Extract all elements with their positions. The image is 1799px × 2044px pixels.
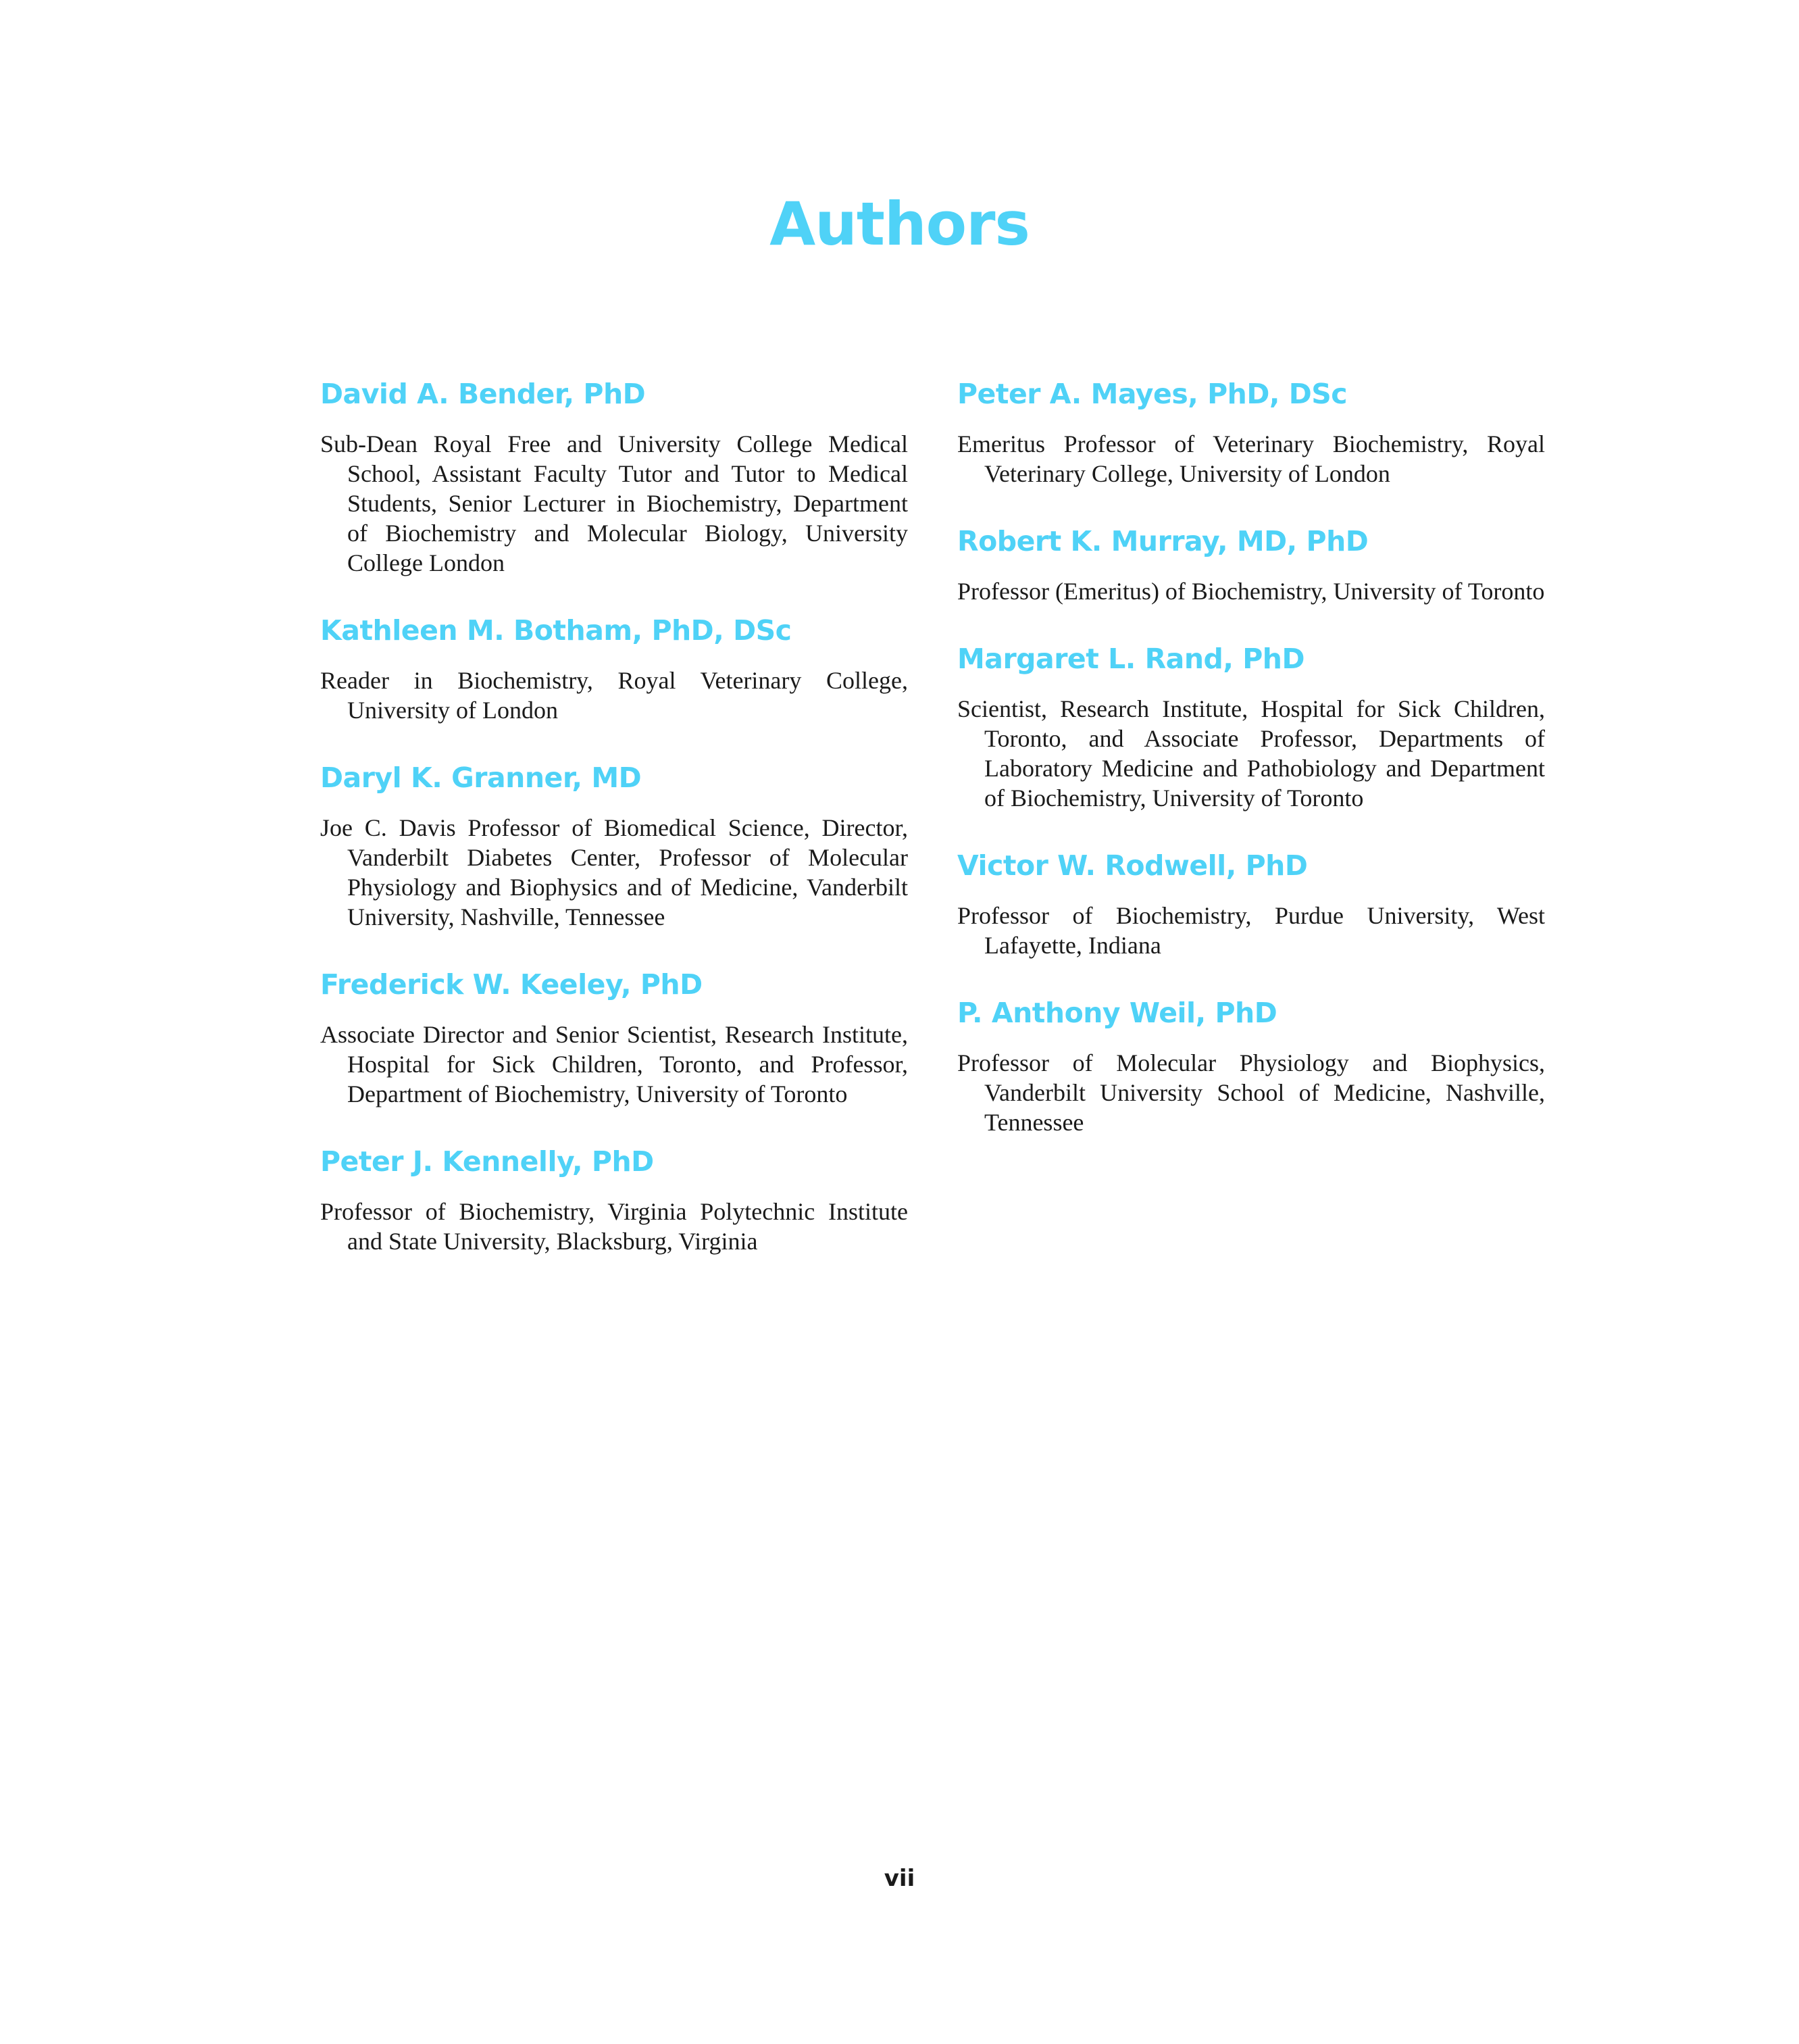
author-name: Frederick W. Keeley, PhD: [320, 968, 703, 1001]
author-affiliation: Associate Director and Senior Scientist, Research Institute, Hospital for Sick Children, Toronto, and Professor, Department of Biochemistry, University of Toronto: [320, 1021, 908, 1107]
author-entry: [957, 639, 1545, 813]
right-author-column: [957, 374, 1545, 1170]
author-entry: [320, 610, 908, 725]
author-affiliation: Sub-Dean Royal Free and University College Medical School, Assistant Faculty Tutor and Tutor to Medical Students, Senior Lecturer in Biochemistry, Department of Biochemistry and Molecular Biology, University College London: [320, 430, 908, 576]
author-entry: [957, 521, 1545, 606]
author-name: Daryl K. Granner, MD: [320, 762, 642, 794]
author-entry: [320, 1141, 908, 1256]
author-entry: [957, 845, 1545, 960]
author-entry: [320, 964, 908, 1109]
author-affiliation: Professor of Biochemistry, Virginia Polytechnic Institute and State University, Blacksburg, Virginia: [320, 1198, 908, 1255]
author-affiliation: Reader in Biochemistry, Royal Veterinary College, University of London: [320, 667, 908, 724]
author-affiliation: Professor of Molecular Physiology and Biophysics, Vanderbilt University School of Medicine, Nashville, Tennessee: [957, 1049, 1545, 1136]
author-entry: [957, 993, 1545, 1137]
author-entry: [320, 757, 908, 932]
author-name: Victor W. Rodwell, PhD: [957, 849, 1308, 882]
left-author-column: [320, 374, 908, 1289]
author-affiliation: Professor of Biochemistry, Purdue University, West Lafayette, Indiana: [957, 902, 1545, 959]
author-entry: [320, 374, 908, 578]
author-name: David A. Bender, PhD: [320, 378, 646, 410]
author-name: Peter A. Mayes, PhD, DSc: [957, 378, 1348, 410]
author-name: Peter J. Kennelly, PhD: [320, 1145, 654, 1178]
author-affiliation: Emeritus Professor of Veterinary Biochemistry, Royal Veterinary College, University of London: [957, 430, 1545, 487]
author-affiliation: Scientist, Research Institute, Hospital for Sick Children, Toronto, and Associate Professor, Departments of Laboratory Medicine and Pathobiology and Department of Biochemistry, University of Toronto: [957, 695, 1545, 812]
page-number: vii: [884, 1865, 915, 1892]
author-name: Kathleen M. Botham, PhD, DSc: [320, 614, 792, 647]
author-affiliation: Joe C. Davis Professor of Biomedical Science, Director, Vanderbilt Diabetes Center, Professor of Molecular Physiology and Biophysics and of Medicine, Vanderbilt University, Nashville, Tennessee: [320, 814, 908, 930]
author-name: Robert K. Murray, MD, PhD: [957, 525, 1369, 557]
author-name: P. Anthony Weil, PhD: [957, 997, 1277, 1029]
author-affiliation: Professor (Emeritus) of Biochemistry, University of Toronto: [957, 578, 1545, 605]
author-name: Margaret L. Rand, PhD: [957, 643, 1304, 675]
author-entry: [957, 374, 1545, 489]
page-title: Authors: [769, 189, 1030, 259]
